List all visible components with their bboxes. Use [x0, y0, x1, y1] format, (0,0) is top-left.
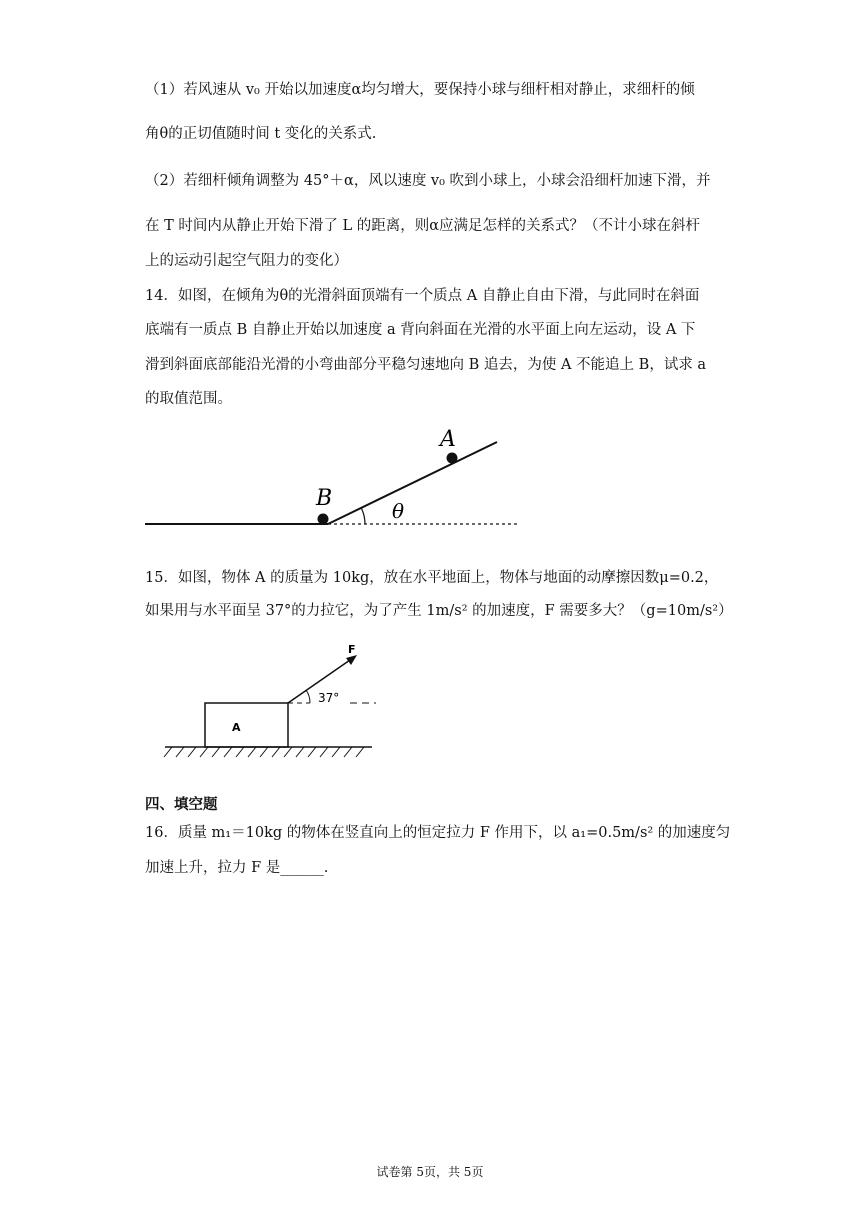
- q13-part2-line1: （2）若细杆倾角调整为 45°＋α，风以速度 v₀ 吹到小球上，小球会沿细杆加速下滑，并: [145, 173, 711, 189]
- ground-hatching: [164, 747, 372, 757]
- q14-line4: 的取值范围。: [145, 391, 232, 407]
- q13-part1-line1: （1）若风速从 v₀ 开始以加速度α均匀增大，要保持小球与细杆相对静止，求细杆的倾: [145, 82, 695, 98]
- incline-line: [328, 442, 497, 524]
- q13-part2-line3: 上的运动引起空气阻力的变化）: [145, 253, 348, 269]
- incline-figure: [140, 420, 540, 535]
- q16-line1: 16．质量 m₁＝10kg 的物体在竖直向上的恒定拉力 F 作用下，以 a₁=0.5m/s² 的加速度匀: [145, 825, 731, 841]
- label-theta: θ: [392, 499, 405, 523]
- force-figure: [160, 640, 390, 760]
- q13-part1-line2: 角θ的正切值随时间 t 变化的关系式.: [145, 126, 377, 142]
- q14-line2: 底端有一质点 B 自静止开始以加速度 a 背向斜面在光滑的水平面上向左运动，设 A 下: [145, 322, 696, 338]
- block-a: [205, 703, 288, 747]
- q15-line2: 如果用与水平面呈 37°的力拉它，为了产生 1m/s² 的加速度，F 需要多大？（g=10m/s²）: [145, 603, 733, 619]
- label-b: B: [316, 486, 333, 511]
- section-heading: 四、填空题: [145, 796, 218, 813]
- point-a: [447, 453, 458, 464]
- theta-angle-arc: [361, 508, 365, 524]
- q16-line2: 加速上升，拉力 F 是______.: [145, 860, 329, 876]
- q14-line1: 14．如图，在倾角为θ的光滑斜面顶端有一个质点 A 自静止自由下滑，与此同时在斜面: [145, 288, 700, 304]
- point-b: [318, 514, 329, 525]
- label-a: A: [440, 427, 456, 452]
- q14-line3: 滑到斜面底部能沿光滑的小弯曲部分平稳匀速地向 B 追去，为使 A 不能追上 B，试求 a: [145, 357, 707, 373]
- angle-label: 37°: [318, 691, 340, 705]
- force-label: F: [348, 643, 356, 656]
- q15-line1: 15．如图，物体 A 的质量为 10kg，放在水平地面上，物体与地面的动摩擦因数μ=0.2，: [145, 570, 719, 586]
- block-label: A: [232, 721, 241, 734]
- q13-part2-line2: 在 T 时间内从静止开始下滑了 L 的距离，则α应满足怎样的关系式？（不计小球在斜杆: [145, 218, 701, 234]
- force-arrowhead: [346, 655, 357, 665]
- page-footer: 试卷第 5页，共 5页: [376, 1165, 484, 1179]
- angle-arc: [306, 690, 310, 703]
